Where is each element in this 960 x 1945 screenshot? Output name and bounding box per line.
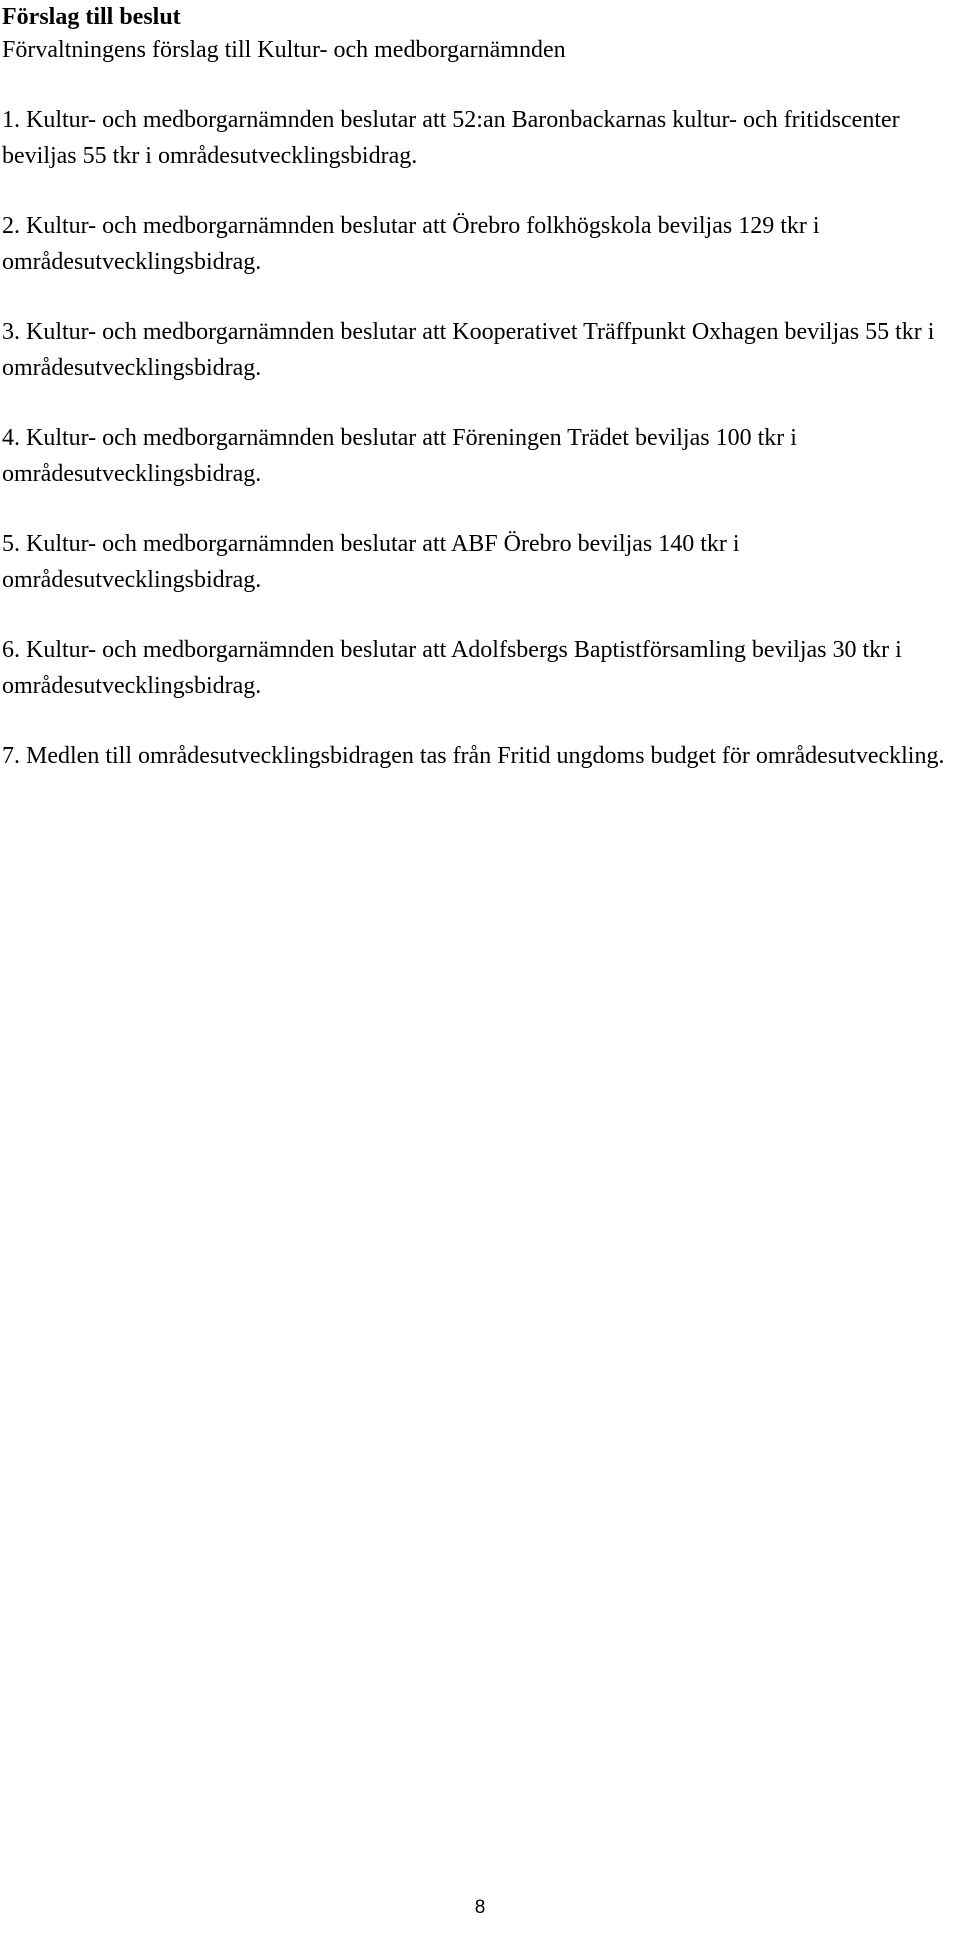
decision-item-7: 7. Medlen till områdesutvecklingsbidragen tas från Fritid ungdoms budget för områdesutveckling.	[2, 743, 945, 769]
document-content	[2, 2, 952, 808]
decision-item-6: 6. Kultur- och medborgarnämnden beslutar att Adolfsbergs Baptistförsamling beviljas 30 tkr i områdesutvecklingsbidrag.	[2, 637, 902, 699]
decision-item-4: 4. Kultur- och medborgarnämnden beslutar att Föreningen Trädet beviljas 100 tkr i områdesutvecklingsbidrag.	[2, 425, 797, 487]
decision-subheading: Förvaltningens förslag till Kultur- och medborgarnämnden	[2, 37, 566, 63]
page-number: 8	[474, 1897, 486, 1918]
decision-item-1: 1. Kultur- och medborgarnämnden beslutar att 52:an Baronbackarnas kultur- och fritidscenter beviljas 55 tkr i områdesutvecklingsbidrag.	[2, 107, 900, 169]
decision-item-5: 5. Kultur- och medborgarnämnden beslutar att ABF Örebro beviljas 140 tkr i områdesutvecklingsbidrag.	[2, 531, 740, 593]
decision-item-2: 2. Kultur- och medborgarnämnden beslutar att Örebro folkhögskola beviljas 129 tkr i områdesutvecklingsbidrag.	[2, 213, 820, 275]
decision-item-3: 3. Kultur- och medborgarnämnden beslutar att Kooperativet Träffpunkt Oxhagen beviljas 55 tkr i områdesutvecklingsbidrag.	[2, 319, 935, 381]
decision-heading: Förslag till beslut	[2, 4, 181, 30]
